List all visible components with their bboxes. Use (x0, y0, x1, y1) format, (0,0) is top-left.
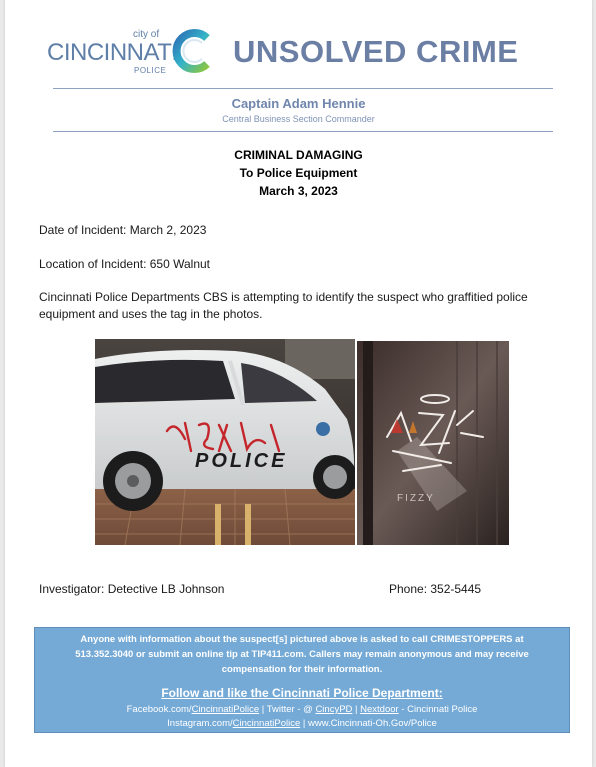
message-line-3: compensation for their information. (221, 664, 383, 675)
description (39, 289, 528, 323)
twitter-link[interactable]: CincyPD (315, 704, 353, 715)
website-link[interactable]: | www.Cincinnati-Oh.Gov/Police (300, 718, 437, 729)
date-of-incident: Date of Incident: March 2, 2023 (39, 223, 207, 237)
captain-name: Captain Adam Hennie (231, 96, 366, 111)
cincinnati-police-logo (47, 26, 217, 82)
separator: | (352, 704, 361, 715)
description-line-2: equipment and uses the tag in the photos. (39, 307, 263, 321)
twitter-prefix: | Twitter - @ (259, 704, 316, 715)
crimestoppers-info-box (34, 627, 570, 733)
tag-lettering: FIZZY (397, 493, 435, 504)
follow-heading: Follow and like the Cincinnati Police Department: (161, 686, 443, 700)
header-divider-bottom (53, 131, 553, 132)
graffitied-police-car-photo (95, 339, 355, 545)
social-links-line-2 (35, 718, 569, 729)
bulletin-date: March 3, 2023 (259, 184, 338, 198)
location-of-incident: Location of Incident: 650 Walnut (39, 257, 210, 271)
logo-police-label: POLICE (134, 66, 167, 75)
social-links-line-1 (35, 704, 569, 715)
car-police-lettering: POLICE (195, 450, 288, 472)
logo-city-name: CINCINNATI (47, 39, 178, 66)
crimestoppers-message (47, 632, 557, 677)
graffiti-tag-photo (357, 341, 509, 545)
crime-subject: To Police Equipment (239, 166, 358, 180)
message-line-2: 513.352.3040 or submit an online tip at TIP411.com. Callers may remain anonymous and may receive (75, 649, 529, 660)
header-divider-top (53, 88, 553, 89)
crime-type: CRIMINAL DAMAGING (234, 148, 363, 162)
bulletin-page (5, 0, 592, 767)
investigator-phone: Phone: 352-5445 (389, 582, 482, 596)
logo-city-of: city of (133, 29, 160, 40)
nextdoor-link[interactable]: Nextdoor (360, 704, 399, 715)
facebook-link[interactable]: CincinnatiPolice (191, 704, 260, 715)
nextdoor-suffix: - Cincinnati Police (398, 704, 478, 715)
message-line-1: Anyone with information about the suspect[s] pictured above is asked to call CRIMESTOPPERS at (80, 634, 524, 645)
instagram-prefix: Instagram.com/ (167, 718, 233, 729)
investigator: Investigator: Detective LB Johnson (39, 582, 225, 596)
description-line-1: Cincinnati Police Departments CBS is attempting to identify the suspect who graffitied police (39, 290, 528, 304)
instagram-link[interactable]: CincinnatiPolice (232, 718, 301, 729)
facebook-prefix: Facebook.com/ (126, 704, 192, 715)
c-swirl-logo-icon (169, 26, 215, 76)
page-title: UNSOLVED CRIME (233, 34, 519, 69)
commander-title: Central Business Section Commander (222, 114, 375, 124)
